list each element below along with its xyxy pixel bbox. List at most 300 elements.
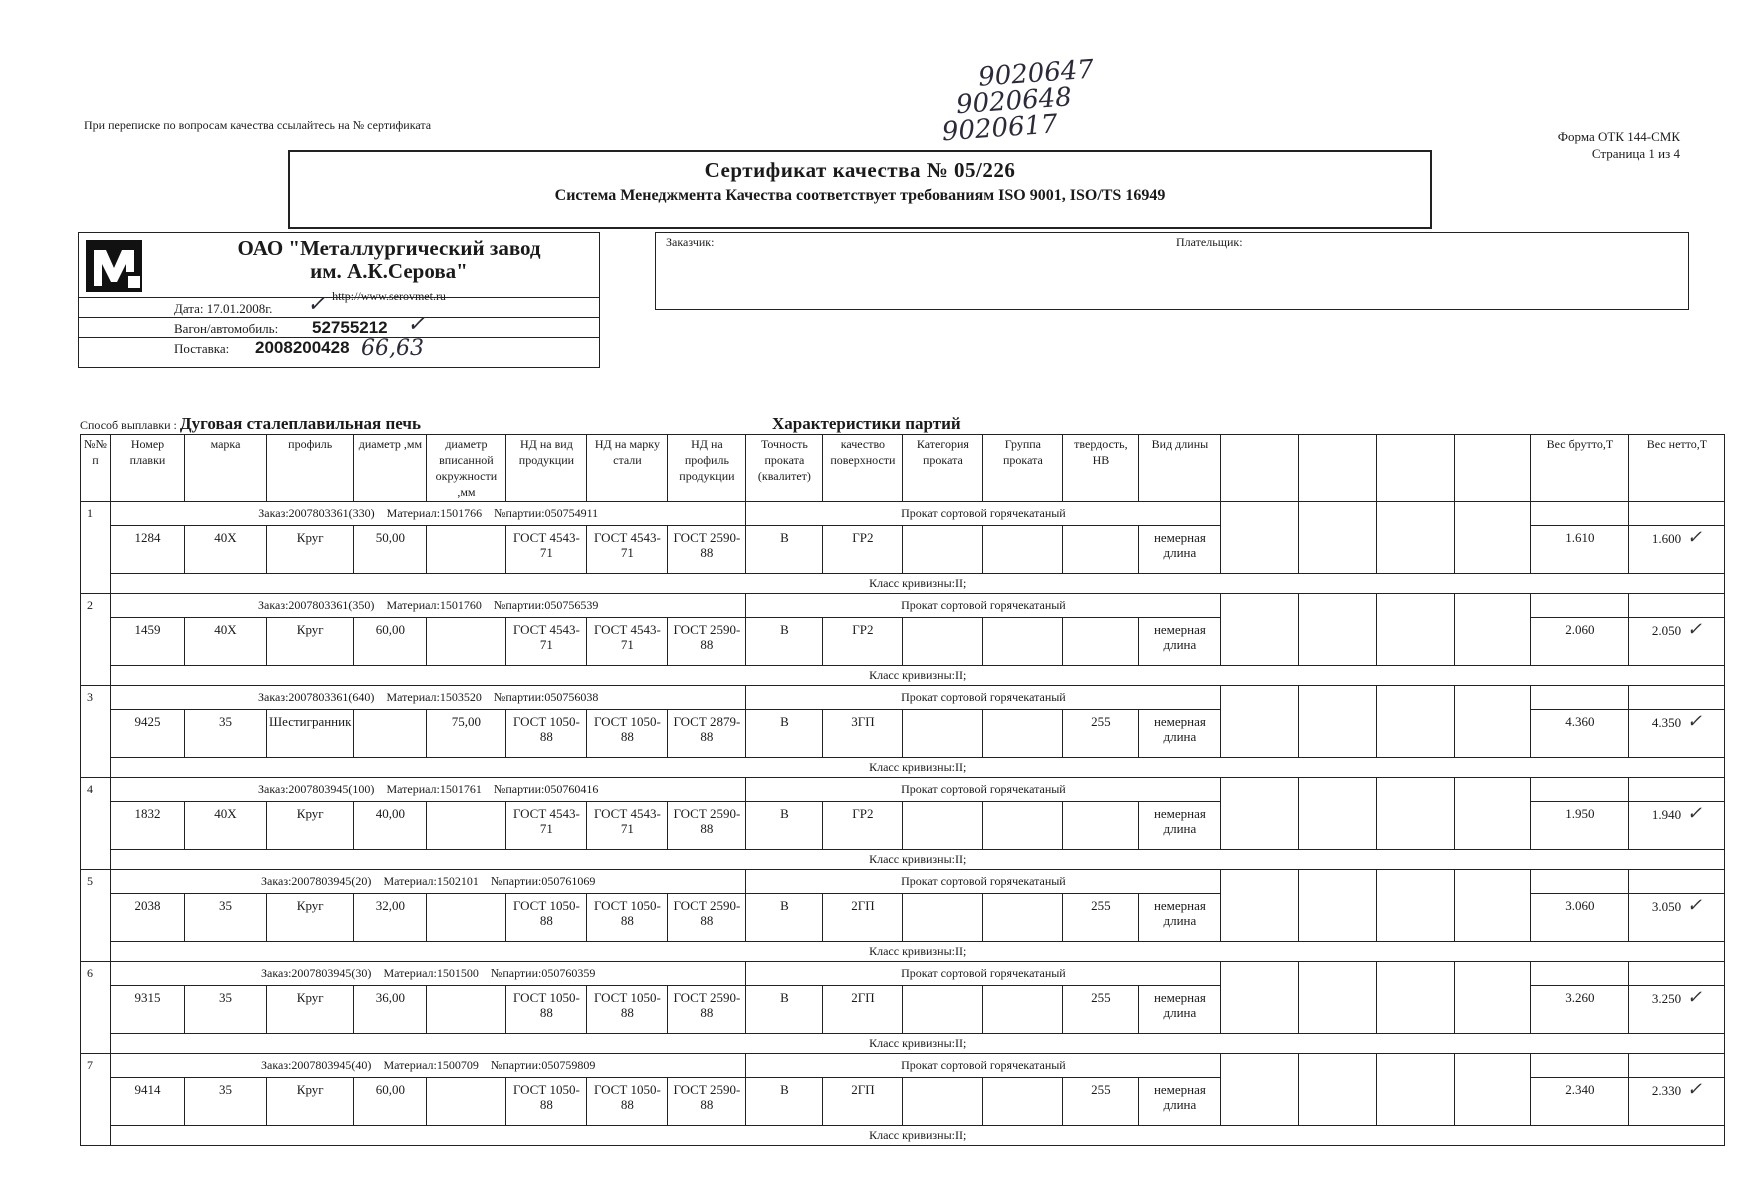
correspondence-notice: При переписке по вопросам качества ссылайтесь на № сертификата bbox=[84, 118, 432, 132]
cell-inscribed bbox=[427, 802, 506, 850]
table-row bbox=[81, 1078, 1725, 1126]
wagon-label: Вагон/автомобиль: bbox=[174, 321, 279, 336]
empty-cell bbox=[1299, 1078, 1377, 1126]
empty-cell bbox=[1299, 710, 1377, 758]
empty-cell bbox=[1299, 986, 1377, 1034]
cell-accuracy: В bbox=[746, 986, 823, 1034]
cell-brutto: 4.360 bbox=[1531, 710, 1629, 758]
empty-cell bbox=[1377, 894, 1455, 942]
cell-surface: 2ГП bbox=[823, 894, 903, 942]
cell-length: немерная длина bbox=[1139, 618, 1221, 666]
cell-profile: Круг bbox=[267, 802, 354, 850]
empty-cell bbox=[1299, 686, 1377, 710]
check-mark-icon: ✓ bbox=[1681, 987, 1702, 1008]
cell-netto bbox=[1629, 802, 1725, 850]
curvature-class: Класс кривизны:II; bbox=[111, 758, 1725, 778]
column-header: Категория проката bbox=[903, 435, 983, 502]
empty-cell bbox=[1629, 594, 1725, 618]
row-number-spacer bbox=[81, 850, 111, 870]
cell-diam: 40,00 bbox=[354, 802, 427, 850]
product-type: Прокат сортовой горячекатаный bbox=[746, 1054, 1221, 1078]
cell-nd-profile: ГОСТ 2590-88 bbox=[668, 526, 746, 574]
cell-brutto: 1.610 bbox=[1531, 526, 1629, 574]
check-mark-icon: ✓ bbox=[1681, 895, 1702, 916]
column-header: диаметр вписанной окружности ,мм bbox=[427, 435, 506, 502]
partia-number: №партии:050756539 bbox=[493, 598, 599, 612]
row-number: 4 bbox=[81, 778, 111, 802]
company-logo-icon bbox=[84, 236, 144, 296]
cell-profile: Круг bbox=[267, 894, 354, 942]
empty-cell bbox=[1221, 526, 1299, 574]
order-number: Заказ:2007803361(350) bbox=[258, 598, 375, 612]
cell-grade: 40Х bbox=[185, 802, 267, 850]
row-number-spacer bbox=[81, 1034, 111, 1054]
cell-inscribed bbox=[427, 894, 506, 942]
partia-number: №партии:050760359 bbox=[490, 966, 596, 980]
certificate-title-box bbox=[288, 150, 1432, 229]
cell-nd-profile: ГОСТ 2590-88 bbox=[668, 618, 746, 666]
curvature-row bbox=[81, 666, 1725, 686]
column-header: НД на профиль продукции bbox=[668, 435, 746, 502]
smelting-method bbox=[80, 414, 421, 434]
column-header: диаметр ,мм bbox=[354, 435, 427, 502]
form-number: Форма ОТК 144-СМК bbox=[1557, 129, 1680, 144]
empty-cell bbox=[1531, 962, 1629, 986]
curvature-class: Класс кривизны:II; bbox=[111, 850, 1725, 870]
cell-heat: 9425 bbox=[111, 710, 185, 758]
row-number-spacer bbox=[81, 666, 111, 686]
material-number: Материал:1501761 bbox=[386, 782, 482, 796]
cell-hardness: 255 bbox=[1063, 1078, 1139, 1126]
curvature-class: Класс кривизны:II; bbox=[111, 942, 1725, 962]
row-number-spacer bbox=[81, 574, 111, 594]
netto-value: 1.940 bbox=[1651, 807, 1682, 822]
table-row bbox=[81, 894, 1725, 942]
order-number: Заказ:2007803945(40) bbox=[261, 1058, 372, 1072]
row-number: 3 bbox=[81, 686, 111, 710]
empty-cell bbox=[1299, 594, 1377, 618]
cell-grade: 35 bbox=[185, 710, 267, 758]
cell-nd-grade: ГОСТ 4543-71 bbox=[587, 618, 668, 666]
cell-diam: 60,00 bbox=[354, 618, 427, 666]
curvature-row bbox=[81, 758, 1725, 778]
customer-box bbox=[655, 232, 1689, 310]
empty-cell bbox=[1299, 502, 1377, 526]
order-info bbox=[111, 686, 746, 710]
order-row bbox=[81, 502, 1725, 526]
column-header: Вес нетто,Т bbox=[1629, 435, 1725, 502]
empty-cell bbox=[1531, 870, 1629, 894]
column-header: твердость, НВ bbox=[1063, 435, 1139, 502]
empty-cell bbox=[1629, 778, 1725, 802]
form-info bbox=[1400, 128, 1680, 162]
column-header-empty bbox=[1221, 435, 1299, 502]
empty-cell bbox=[1221, 778, 1299, 802]
material-number: Материал:1503520 bbox=[386, 690, 482, 704]
product-type: Прокат сортовой горячекатаный bbox=[746, 502, 1221, 526]
check-mark-icon: ✓ bbox=[1681, 619, 1702, 640]
row-number: 6 bbox=[81, 962, 111, 986]
cell-nd-grade: ГОСТ 1050-88 bbox=[587, 894, 668, 942]
cell-inscribed bbox=[427, 986, 506, 1034]
order-row bbox=[81, 870, 1725, 894]
partia-number: №партии:050759809 bbox=[490, 1058, 596, 1072]
certificate-subtitle: Система Менеджмента Качества соответствует требованиям ISO 9001, ISO/TS 16949 bbox=[554, 187, 1166, 204]
empty-cell bbox=[1299, 962, 1377, 986]
cell-category bbox=[903, 710, 983, 758]
empty-cell bbox=[1531, 502, 1629, 526]
empty-cell bbox=[1455, 686, 1531, 710]
product-type: Прокат сортовой горячекатаный bbox=[746, 686, 1221, 710]
empty-cell bbox=[1455, 594, 1531, 618]
empty-cell bbox=[1377, 594, 1455, 618]
order-info bbox=[111, 594, 746, 618]
cell-group bbox=[983, 986, 1063, 1034]
row-number-spacer bbox=[81, 1126, 111, 1146]
material-number: Материал:1501766 bbox=[386, 506, 483, 520]
date-label: Дата: 17.01.2008г. bbox=[174, 301, 273, 316]
netto-value: 3.050 bbox=[1651, 899, 1682, 914]
row-number: 2 bbox=[81, 594, 111, 618]
check-mark-icon: ✓ bbox=[407, 312, 426, 337]
partia-number: №партии:050756038 bbox=[493, 690, 599, 704]
empty-cell bbox=[1299, 1054, 1377, 1078]
cell-surface: 2ГП bbox=[823, 1078, 903, 1126]
cell-netto bbox=[1629, 1078, 1725, 1126]
column-header: марка bbox=[185, 435, 267, 502]
empty-cell bbox=[1377, 1054, 1455, 1078]
cell-length: немерная длина bbox=[1139, 526, 1221, 574]
empty-cell bbox=[1455, 710, 1531, 758]
cell-inscribed bbox=[427, 1078, 506, 1126]
empty-cell bbox=[1221, 962, 1299, 986]
cell-inscribed: 75,00 bbox=[427, 710, 506, 758]
cell-length: немерная длина bbox=[1139, 802, 1221, 850]
empty-cell bbox=[1377, 502, 1455, 526]
check-mark-icon: ✓ bbox=[1681, 527, 1702, 548]
product-type: Прокат сортовой горячекатаный bbox=[746, 962, 1221, 986]
partia-number: №партии:050761069 bbox=[490, 874, 596, 888]
cell-nd-profile: ГОСТ 2590-88 bbox=[668, 1078, 746, 1126]
cell-accuracy: В bbox=[746, 526, 823, 574]
column-header: Точность проката (квалитет) bbox=[746, 435, 823, 502]
empty-cell bbox=[1377, 1078, 1455, 1126]
company-name bbox=[199, 237, 579, 283]
cell-category bbox=[903, 526, 983, 574]
empty-cell bbox=[1455, 962, 1531, 986]
cell-profile: Круг bbox=[267, 526, 354, 574]
curvature-row bbox=[81, 850, 1725, 870]
material-number: Материал:1502101 bbox=[383, 874, 479, 888]
row-number-spacer bbox=[81, 802, 111, 850]
empty-cell bbox=[1377, 986, 1455, 1034]
table-header-row bbox=[81, 435, 1725, 502]
cell-heat: 1832 bbox=[111, 802, 185, 850]
cell-hardness bbox=[1063, 618, 1139, 666]
empty-cell bbox=[1377, 962, 1455, 986]
row-number: 5 bbox=[81, 870, 111, 894]
empty-cell bbox=[1531, 686, 1629, 710]
empty-cell bbox=[1221, 870, 1299, 894]
order-number: Заказ:2007803945(100) bbox=[258, 782, 375, 796]
empty-cell bbox=[1455, 986, 1531, 1034]
empty-cell bbox=[1221, 502, 1299, 526]
empty-cell bbox=[1377, 618, 1455, 666]
cell-hardness: 255 bbox=[1063, 894, 1139, 942]
cell-brutto: 3.260 bbox=[1531, 986, 1629, 1034]
cell-heat: 1459 bbox=[111, 618, 185, 666]
netto-value: 4.350 bbox=[1651, 715, 1682, 730]
empty-cell bbox=[1455, 870, 1531, 894]
cell-nd-profile: ГОСТ 2879-88 bbox=[668, 710, 746, 758]
cell-category bbox=[903, 1078, 983, 1126]
curvature-row bbox=[81, 574, 1725, 594]
cell-diam: 50,00 bbox=[354, 526, 427, 574]
cell-nd-profile: ГОСТ 2590-88 bbox=[668, 894, 746, 942]
empty-cell bbox=[1455, 526, 1531, 574]
order-info bbox=[111, 778, 746, 802]
cell-category bbox=[903, 894, 983, 942]
empty-cell bbox=[1629, 870, 1725, 894]
empty-cell bbox=[1377, 802, 1455, 850]
material-number: Материал:1500709 bbox=[383, 1058, 479, 1072]
partia-number: №партии:050760416 bbox=[493, 782, 599, 796]
cell-hardness bbox=[1063, 526, 1139, 574]
smelting-method-value: Дуговая сталеплавильная печь bbox=[179, 414, 421, 433]
order-info bbox=[111, 1054, 746, 1078]
empty-cell bbox=[1299, 894, 1377, 942]
company-name-line2: им. А.К.Серова" bbox=[310, 259, 468, 283]
table-row bbox=[81, 710, 1725, 758]
row-number: 1 bbox=[81, 502, 111, 526]
cell-group bbox=[983, 710, 1063, 758]
row-number-spacer bbox=[81, 986, 111, 1034]
check-mark-icon: ✓ bbox=[307, 292, 326, 317]
empty-cell bbox=[1377, 870, 1455, 894]
order-number: Заказ:2007803361(640) bbox=[258, 690, 375, 704]
column-header: НД на вид продукции bbox=[506, 435, 587, 502]
cell-diam: 36,00 bbox=[354, 986, 427, 1034]
cell-brutto: 1.950 bbox=[1531, 802, 1629, 850]
cell-grade: 40Х bbox=[185, 526, 267, 574]
empty-cell bbox=[1221, 802, 1299, 850]
cell-netto bbox=[1629, 710, 1725, 758]
cell-hardness: 255 bbox=[1063, 710, 1139, 758]
order-number: Заказ:2007803945(30) bbox=[261, 966, 372, 980]
empty-cell bbox=[1455, 1078, 1531, 1126]
cell-nd-profile: ГОСТ 2590-88 bbox=[668, 986, 746, 1034]
cell-nd-profile: ГОСТ 2590-88 bbox=[668, 802, 746, 850]
cell-brutto: 2.060 bbox=[1531, 618, 1629, 666]
wagon-value: 52755212 bbox=[312, 318, 388, 337]
empty-cell bbox=[1455, 778, 1531, 802]
empty-cell bbox=[1221, 986, 1299, 1034]
column-header-empty bbox=[1299, 435, 1377, 502]
empty-cell bbox=[1221, 1054, 1299, 1078]
cell-surface: 2ГП bbox=[823, 986, 903, 1034]
page-number: Страница 1 из 4 bbox=[1591, 146, 1680, 161]
cell-grade: 35 bbox=[185, 1078, 267, 1126]
column-header: профиль bbox=[267, 435, 354, 502]
company-name-line1: ОАО "Металлургический завод bbox=[237, 236, 541, 260]
empty-cell bbox=[1455, 894, 1531, 942]
empty-cell bbox=[1377, 710, 1455, 758]
cell-nd-product: ГОСТ 4543-71 bbox=[506, 526, 587, 574]
empty-cell bbox=[1455, 502, 1531, 526]
cell-group bbox=[983, 526, 1063, 574]
empty-cell bbox=[1221, 894, 1299, 942]
cell-category bbox=[903, 986, 983, 1034]
curvature-row bbox=[81, 1034, 1725, 1054]
cell-nd-product: ГОСТ 1050-88 bbox=[506, 710, 587, 758]
cell-nd-product: ГОСТ 4543-71 bbox=[506, 618, 587, 666]
cell-brutto: 2.340 bbox=[1531, 1078, 1629, 1126]
material-number: Материал:1501500 bbox=[383, 966, 479, 980]
curvature-class: Класс кривизны:II; bbox=[111, 1126, 1725, 1146]
cell-length: немерная длина bbox=[1139, 986, 1221, 1034]
table-row bbox=[81, 618, 1725, 666]
customer-label: Заказчик: bbox=[666, 235, 715, 249]
product-type: Прокат сортовой горячекатаный bbox=[746, 778, 1221, 802]
netto-value: 3.250 bbox=[1651, 991, 1682, 1006]
order-row bbox=[81, 686, 1725, 710]
netto-value: 1.600 bbox=[1651, 531, 1682, 546]
curvature-class: Класс кривизны:II; bbox=[111, 1034, 1725, 1054]
cell-accuracy: В bbox=[746, 802, 823, 850]
cell-surface: ГР2 bbox=[823, 618, 903, 666]
row-number-spacer bbox=[81, 526, 111, 574]
empty-cell bbox=[1377, 526, 1455, 574]
row-number-spacer bbox=[81, 618, 111, 666]
row-number-spacer bbox=[81, 710, 111, 758]
row-number-spacer bbox=[81, 894, 111, 942]
cell-hardness: 255 bbox=[1063, 986, 1139, 1034]
empty-cell bbox=[1531, 594, 1629, 618]
cell-nd-grade: ГОСТ 4543-71 bbox=[587, 526, 668, 574]
table-row bbox=[81, 526, 1725, 574]
empty-cell bbox=[1299, 618, 1377, 666]
product-type: Прокат сортовой горячекатаный bbox=[746, 870, 1221, 894]
cell-profile: Круг bbox=[267, 618, 354, 666]
netto-value: 2.330 bbox=[1651, 1083, 1682, 1098]
empty-cell bbox=[1629, 1054, 1725, 1078]
cell-diam bbox=[354, 710, 427, 758]
empty-cell bbox=[1221, 686, 1299, 710]
cell-length: немерная длина bbox=[1139, 1078, 1221, 1126]
delivery-value: 2008200428 bbox=[255, 338, 350, 357]
cell-diam: 60,00 bbox=[354, 1078, 427, 1126]
column-header-empty bbox=[1377, 435, 1455, 502]
column-header: Номер плавки bbox=[111, 435, 185, 502]
delivery-row bbox=[79, 337, 599, 367]
cell-netto bbox=[1629, 618, 1725, 666]
delivery-label: Поставка: bbox=[174, 341, 230, 356]
handwritten-numbers bbox=[937, 54, 1098, 148]
empty-cell bbox=[1221, 594, 1299, 618]
curvature-class: Класс кривизны:II; bbox=[111, 666, 1725, 686]
order-row bbox=[81, 962, 1725, 986]
empty-cell bbox=[1221, 618, 1299, 666]
cell-group bbox=[983, 894, 1063, 942]
cell-heat: 2038 bbox=[111, 894, 185, 942]
cell-category bbox=[903, 618, 983, 666]
empty-cell bbox=[1299, 778, 1377, 802]
column-header: качество поверхности bbox=[823, 435, 903, 502]
table-row bbox=[81, 986, 1725, 1034]
check-mark-icon: ✓ bbox=[1681, 711, 1702, 732]
empty-cell bbox=[1629, 962, 1725, 986]
cell-netto bbox=[1629, 894, 1725, 942]
cell-grade: 35 bbox=[185, 894, 267, 942]
cell-group bbox=[983, 1078, 1063, 1126]
product-type: Прокат сортовой горячекатаный bbox=[746, 594, 1221, 618]
check-mark-icon: ✓ bbox=[1681, 1079, 1702, 1100]
cell-netto bbox=[1629, 986, 1725, 1034]
order-info bbox=[111, 870, 746, 894]
delivery-handwritten: 66,63 bbox=[361, 336, 424, 361]
table-row bbox=[81, 802, 1725, 850]
empty-cell bbox=[1455, 618, 1531, 666]
order-row bbox=[81, 594, 1725, 618]
certificate-title: Сертификат качества № 05/226 bbox=[704, 158, 1016, 182]
order-row bbox=[81, 778, 1725, 802]
cell-diam: 32,00 bbox=[354, 894, 427, 942]
column-header: НД на марку стали bbox=[587, 435, 668, 502]
row-number-spacer bbox=[81, 1078, 111, 1126]
cell-nd-product: ГОСТ 1050-88 bbox=[506, 894, 587, 942]
quality-table bbox=[80, 434, 1725, 1146]
empty-cell bbox=[1299, 802, 1377, 850]
empty-cell bbox=[1221, 710, 1299, 758]
empty-cell bbox=[1629, 502, 1725, 526]
cell-heat: 9414 bbox=[111, 1078, 185, 1126]
netto-value: 2.050 bbox=[1651, 623, 1682, 638]
column-header: Группа проката bbox=[983, 435, 1063, 502]
empty-cell bbox=[1455, 802, 1531, 850]
company-box bbox=[78, 232, 600, 368]
wagon-row bbox=[79, 312, 599, 337]
column-header: Вид длины bbox=[1139, 435, 1221, 502]
cell-accuracy: В bbox=[746, 710, 823, 758]
empty-cell bbox=[1455, 1054, 1531, 1078]
order-info bbox=[111, 962, 746, 986]
cell-category bbox=[903, 802, 983, 850]
empty-cell bbox=[1299, 870, 1377, 894]
column-header-empty bbox=[1455, 435, 1531, 502]
cell-length: немерная длина bbox=[1139, 894, 1221, 942]
curvature-class: Класс кривизны:II; bbox=[111, 574, 1725, 594]
order-info bbox=[111, 502, 746, 526]
cell-nd-product: ГОСТ 4543-71 bbox=[506, 802, 587, 850]
curvature-row bbox=[81, 1126, 1725, 1146]
cell-accuracy: В bbox=[746, 894, 823, 942]
payer-label: Плательщик: bbox=[1176, 235, 1243, 249]
order-number: Заказ:2007803361(330) bbox=[258, 506, 375, 520]
cell-surface: 3ГП bbox=[823, 710, 903, 758]
cell-inscribed bbox=[427, 526, 506, 574]
row-number-spacer bbox=[81, 758, 111, 778]
empty-cell bbox=[1221, 1078, 1299, 1126]
cell-nd-grade: ГОСТ 1050-88 bbox=[587, 710, 668, 758]
cell-group bbox=[983, 618, 1063, 666]
row-number-spacer bbox=[81, 942, 111, 962]
table-body bbox=[81, 502, 1725, 1146]
smelting-method-label: Способ выплавки : bbox=[80, 418, 177, 432]
handwritten-number: 9020648 bbox=[955, 82, 1073, 121]
cell-accuracy: В bbox=[746, 1078, 823, 1126]
check-mark-icon: ✓ bbox=[1681, 803, 1702, 824]
column-header: №№ п bbox=[81, 435, 111, 502]
